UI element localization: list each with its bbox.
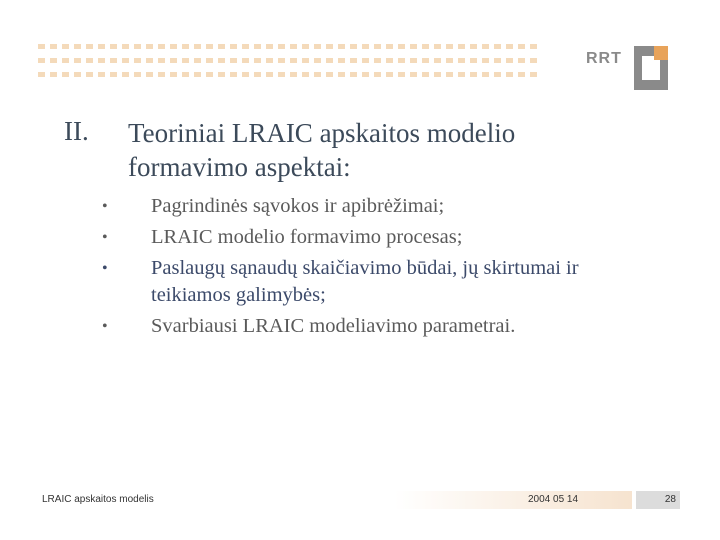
logo-square-icon: [634, 46, 668, 90]
bullet-item: [100, 313, 620, 340]
footer-date: 2004 05 14: [528, 494, 579, 505]
decorative-pattern: [38, 44, 538, 80]
bullet-dot-icon: •: [102, 318, 108, 335]
bullet-dot-icon: •: [102, 198, 108, 215]
page-number: 28: [664, 494, 676, 505]
bullet-text: Paslaugų sąnaudų skaičiavimo būdai, jų skirtumai ir teikiamos galimybės;: [151, 257, 579, 306]
bullet-dot-icon: •: [102, 229, 108, 246]
rrt-logo: [586, 44, 682, 92]
bullet-list: [100, 193, 620, 340]
bullet-text: LRAIC modelio formavimo procesas;: [151, 226, 463, 248]
bullet-item: [100, 193, 620, 220]
slide-title: Teoriniai LRAIC apskaitos modelio formavimo aspektai:: [128, 118, 516, 182]
bullet-dot-icon: •: [102, 260, 108, 277]
bullet-item: [100, 255, 620, 309]
bullet-text: Pagrindinės sąvokos ir apibrėžimai;: [151, 195, 445, 217]
section-number: II.: [64, 116, 89, 146]
footer-title: LRAIC apskaitos modelis: [42, 494, 154, 505]
bullet-text: Svarbiausi LRAIC modeliavimo parametrai.: [151, 315, 516, 337]
bullet-item: [100, 224, 620, 251]
logo-text: RRT: [586, 50, 622, 67]
page-number-box: [636, 491, 680, 509]
